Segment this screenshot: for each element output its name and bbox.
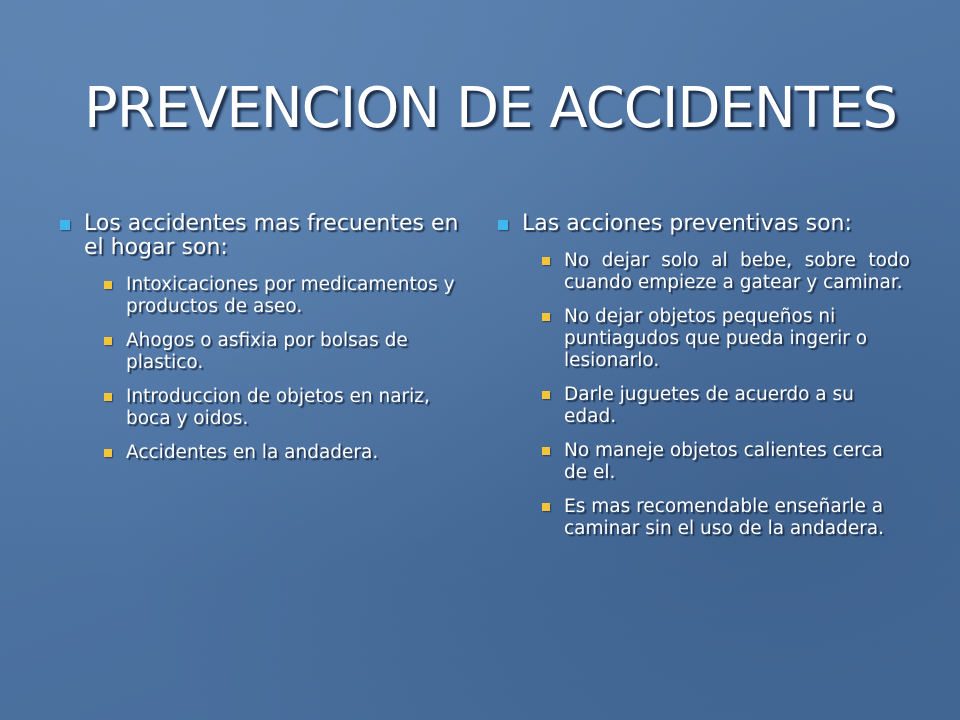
list-item-text: Accidentes en la andadera. <box>126 442 379 463</box>
list-item-text: Darle juguetes de acuerdo a su edad. <box>564 384 854 427</box>
list-item <box>542 306 910 372</box>
list-item-text: No dejar objetos pequeños ni puntiagudos que pueda ingerir o lesionarlo. <box>564 306 868 371</box>
yellow-square-bullet-icon <box>104 337 112 345</box>
list-item <box>104 274 472 318</box>
list-item <box>104 442 472 464</box>
left-heading: Los accidentes mas frecuentes en el hogar son: <box>84 211 459 260</box>
list-item <box>104 386 472 430</box>
preventive-actions-list <box>498 250 910 540</box>
slide-title: PREVENCION DE ACCIDENTES <box>84 76 897 141</box>
list-item-text: Intoxicaciones por medicamentos y productos de aseo. <box>126 274 455 317</box>
list-item <box>104 330 472 374</box>
yellow-square-bullet-icon <box>104 281 112 289</box>
left-column <box>60 212 472 476</box>
list-item <box>542 496 910 540</box>
yellow-square-bullet-icon <box>104 449 112 457</box>
yellow-square-bullet-icon <box>542 391 550 399</box>
left-heading-item <box>60 212 472 260</box>
yellow-square-bullet-icon <box>542 503 550 511</box>
list-item <box>542 440 910 484</box>
blue-square-bullet-icon <box>498 220 508 230</box>
right-column <box>498 212 910 552</box>
list-item-text: No maneje objetos calientes cerca de el. <box>564 440 883 483</box>
list-item-text: No dejar solo al bebe, sobre todo cuando empieze a gatear y caminar. <box>564 250 910 293</box>
list-item <box>542 250 910 294</box>
list-item-text: Ahogos o asfixia por bolsas de plastico. <box>126 330 408 373</box>
yellow-square-bullet-icon <box>104 393 112 401</box>
yellow-square-bullet-icon <box>542 313 550 321</box>
accidents-list <box>60 274 472 464</box>
right-heading-item <box>498 212 910 236</box>
blue-square-bullet-icon <box>60 220 70 230</box>
list-item-text: Introduccion de objetos en nariz, boca y oidos. <box>126 386 430 429</box>
yellow-square-bullet-icon <box>542 257 550 265</box>
right-heading: Las acciones preventivas son: <box>522 211 852 236</box>
list-item-text: Es mas recomendable enseñarle a caminar sin el uso de la andadera. <box>564 496 885 539</box>
yellow-square-bullet-icon <box>542 447 550 455</box>
list-item <box>542 384 910 428</box>
